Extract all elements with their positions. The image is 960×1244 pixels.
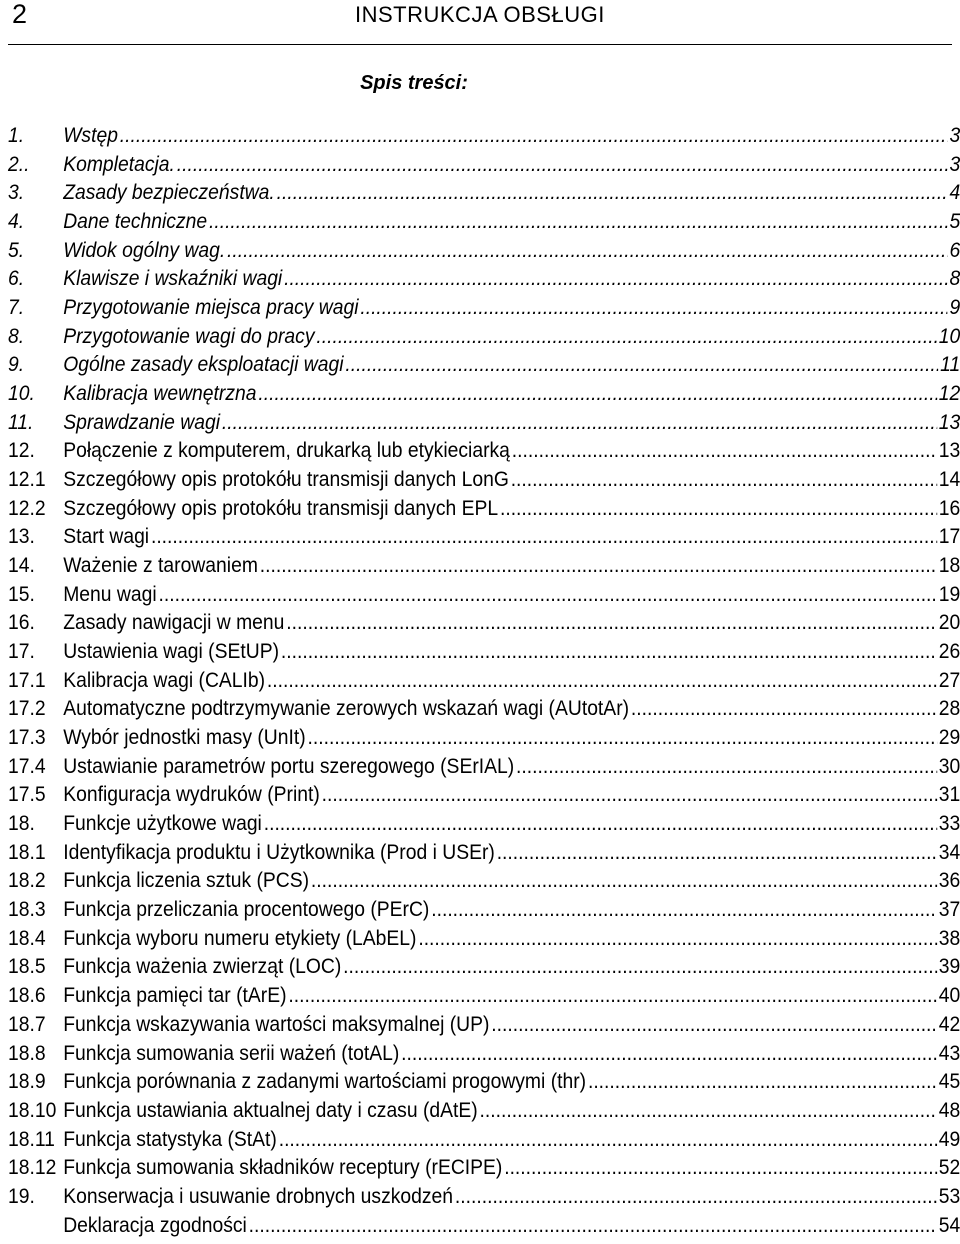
toc-entry[interactable] bbox=[8, 267, 960, 296]
toc-entry[interactable] bbox=[8, 583, 960, 612]
toc-entry-title[interactable]: Funkcja liczenia sztuk (PCS) bbox=[63, 869, 310, 893]
toc-entry-page: 4 bbox=[949, 181, 960, 205]
toc-entry-title[interactable]: Funkcje użytkowe wagi bbox=[63, 812, 262, 836]
toc-entry-title[interactable]: Zasady bezpieczeństwa. bbox=[63, 181, 275, 205]
toc-entry[interactable] bbox=[8, 755, 960, 784]
toc-entry-title[interactable]: Deklaracja zgodności bbox=[63, 1213, 247, 1237]
toc-entry-number: 18.8 bbox=[8, 1041, 46, 1065]
toc-entry-page: 54 bbox=[938, 1213, 960, 1237]
toc-entry-page: 37 bbox=[938, 898, 960, 922]
toc-entry-number: 18.2 bbox=[8, 869, 46, 893]
toc-dot-leader bbox=[288, 984, 937, 1008]
toc-entry-title[interactable]: Wstęp bbox=[63, 124, 118, 147]
toc-entry-page: 49 bbox=[938, 1127, 960, 1151]
toc-dot-leader bbox=[311, 869, 937, 893]
toc-dot-leader bbox=[316, 325, 937, 349]
toc-entry[interactable] bbox=[8, 411, 960, 440]
toc-entry-page: 10 bbox=[938, 324, 960, 348]
toc-dot-leader bbox=[401, 1042, 937, 1066]
toc-entry[interactable] bbox=[8, 783, 960, 812]
toc-entry-title[interactable]: Przygotowanie wagi do pracy bbox=[63, 324, 315, 348]
toc-entry[interactable] bbox=[8, 726, 960, 755]
toc-entry-number: 11. bbox=[8, 410, 34, 434]
toc-entry[interactable] bbox=[8, 1099, 960, 1128]
toc-entry-page: 36 bbox=[938, 869, 960, 893]
toc-entry-number: 17. bbox=[8, 640, 35, 664]
toc-entry[interactable] bbox=[8, 984, 960, 1013]
toc-entry-title[interactable]: Funkcja wskazywania wartości maksymalnej (UP) bbox=[63, 1012, 490, 1036]
toc-entry-page: 18 bbox=[938, 554, 960, 578]
toc-dot-leader bbox=[264, 812, 937, 836]
toc-entry-page: 42 bbox=[938, 1012, 960, 1036]
toc-entry-title[interactable]: Szczegółowy opis protokółu transmisji danych EPL bbox=[63, 496, 499, 520]
toc-entry-number: 19. bbox=[8, 1184, 35, 1208]
toc-entry[interactable] bbox=[8, 181, 960, 210]
toc-entry-title[interactable]: Funkcja statystyka (StAt) bbox=[63, 1127, 277, 1151]
toc-entry-page: 14 bbox=[938, 468, 960, 492]
toc-entry-title[interactable]: Konfiguracja wydruków (Print) bbox=[63, 783, 320, 807]
toc-entry-page: 11 bbox=[940, 353, 960, 377]
toc-entry-page: 48 bbox=[938, 1098, 960, 1122]
toc-entry-page: 17 bbox=[938, 525, 960, 549]
toc-entry-page: 27 bbox=[938, 668, 960, 692]
toc-entry-page: 8 bbox=[949, 267, 960, 291]
toc-entry-number: 16. bbox=[8, 611, 35, 635]
toc-entry-number: 14. bbox=[8, 554, 35, 578]
toc-entry-page: 40 bbox=[938, 984, 960, 1008]
toc-entry[interactable] bbox=[8, 439, 960, 468]
toc-entry[interactable] bbox=[8, 1214, 960, 1243]
toc-entry[interactable] bbox=[8, 1156, 960, 1185]
toc-dot-leader bbox=[491, 1013, 937, 1037]
toc-entry[interactable] bbox=[8, 611, 960, 640]
toc-entry[interactable] bbox=[8, 841, 960, 870]
toc-entry-number: 2.. bbox=[8, 152, 30, 176]
toc-entry-number: 18.10 bbox=[8, 1098, 57, 1122]
toc-entry-number: 9. bbox=[8, 353, 25, 377]
toc-dot-leader bbox=[227, 239, 948, 263]
toc-entry-number: 3. bbox=[8, 181, 25, 205]
toc-dot-leader bbox=[511, 468, 937, 492]
toc-dot-leader bbox=[431, 898, 937, 922]
toc-entry-title[interactable]: Klawisze i wskaźniki wagi bbox=[63, 267, 283, 291]
toc-dot-leader bbox=[418, 927, 937, 951]
toc-entry-page: 20 bbox=[938, 611, 960, 635]
toc-dot-leader bbox=[120, 124, 948, 148]
toc-entry-title[interactable]: Kalibracja wagi (CALIb) bbox=[63, 668, 266, 692]
toc-dot-leader bbox=[151, 525, 937, 549]
toc-entry-title[interactable]: Kalibracja wewnętrzna bbox=[63, 382, 257, 406]
toc-entry-title[interactable]: Dane techniczne bbox=[63, 210, 208, 234]
toc-entry[interactable] bbox=[8, 468, 960, 497]
toc-entry-title[interactable]: Przygotowanie miejsca pracy wagi bbox=[63, 296, 359, 320]
toc-entry[interactable] bbox=[8, 1185, 960, 1214]
header-divider bbox=[8, 44, 952, 45]
toc-entry-title[interactable]: Funkcja sumowania serii ważeń (totAL) bbox=[63, 1041, 400, 1065]
toc-dot-leader bbox=[504, 1156, 937, 1180]
toc-dot-leader bbox=[500, 497, 937, 521]
toc-dot-leader bbox=[209, 210, 948, 234]
toc-entry-number: 18.9 bbox=[8, 1070, 46, 1094]
toc-entry-number: 18.3 bbox=[8, 898, 46, 922]
toc-entry-page: 53 bbox=[938, 1184, 960, 1208]
toc-entry-number: 18.5 bbox=[8, 955, 46, 979]
toc-entry-page: 19 bbox=[938, 582, 960, 606]
toc-entry-page: 16 bbox=[938, 496, 960, 520]
toc-entry-title[interactable]: Funkcja ustawiania aktualnej daty i czasu (dAtE) bbox=[63, 1098, 478, 1122]
toc-entry-page: 29 bbox=[938, 726, 960, 750]
toc-entry[interactable] bbox=[8, 525, 960, 554]
toc-entry-page: 5 bbox=[949, 210, 960, 234]
toc-entry-number: 5. bbox=[8, 238, 25, 262]
toc-entry-title[interactable]: Automatyczne podtrzymywanie zerowych wskazań wagi (AUtotAr) bbox=[63, 697, 630, 721]
toc-entry[interactable] bbox=[8, 898, 960, 927]
toc-entry[interactable] bbox=[8, 239, 960, 268]
toc-entry-page: 28 bbox=[938, 697, 960, 721]
toc-entry[interactable] bbox=[8, 927, 960, 956]
toc-entry-title[interactable]: Funkcja wyboru numeru etykiety (LAbEL) bbox=[63, 926, 417, 950]
toc-dot-leader bbox=[281, 640, 937, 664]
toc-dot-leader bbox=[308, 726, 937, 750]
toc-dot-leader bbox=[497, 841, 937, 865]
toc-dot-leader bbox=[267, 669, 937, 693]
toc-dot-leader bbox=[512, 439, 937, 463]
page-header bbox=[8, 0, 952, 46]
toc-entry-page: 39 bbox=[938, 955, 960, 979]
page-number: 2 bbox=[12, 0, 28, 29]
toc-entry-page: 43 bbox=[938, 1041, 960, 1065]
toc-entry-number: 17.3 bbox=[8, 726, 46, 750]
toc-entry-number: 17.5 bbox=[8, 783, 46, 807]
toc-entry-number: 12.2 bbox=[8, 496, 46, 520]
toc-dot-leader bbox=[343, 955, 937, 979]
toc-entry[interactable] bbox=[8, 210, 960, 239]
toc-entry-number: 7. bbox=[8, 296, 25, 320]
toc-dot-leader bbox=[277, 181, 948, 205]
toc-entry-number: 18.11 bbox=[8, 1127, 55, 1151]
toc-dot-leader bbox=[480, 1099, 937, 1123]
toc-entry-number: 17.4 bbox=[8, 754, 46, 778]
toc-entry-title[interactable]: Funkcja porównania z zadanymi wartościami progowymi (thr) bbox=[63, 1070, 587, 1094]
toc-entry-number: 8. bbox=[8, 324, 25, 348]
toc-entry[interactable] bbox=[8, 153, 960, 182]
table-of-contents bbox=[8, 124, 960, 1242]
toc-entry-title[interactable]: Ustawienia wagi (SEtUP) bbox=[63, 640, 280, 664]
toc-entry[interactable] bbox=[8, 497, 960, 526]
toc-dot-leader bbox=[631, 697, 937, 721]
toc-heading: Spis treści: bbox=[360, 72, 468, 94]
toc-entry-number: 13. bbox=[8, 525, 35, 549]
toc-entry-page: 34 bbox=[938, 840, 960, 864]
document-title: INSTRUKCJA OBSŁUGI bbox=[355, 2, 605, 27]
toc-entry-number: 10. bbox=[8, 382, 35, 406]
toc-entry-page: 6 bbox=[949, 238, 960, 262]
toc-dot-leader bbox=[322, 783, 937, 807]
toc-dot-leader bbox=[455, 1185, 937, 1209]
toc-entry-number: 18.6 bbox=[8, 984, 46, 1008]
toc-dot-leader bbox=[588, 1070, 937, 1094]
toc-dot-leader bbox=[249, 1214, 937, 1238]
toc-dot-leader bbox=[284, 267, 948, 291]
toc-entry-title[interactable]: Funkcja przeliczania procentowego (PErC) bbox=[63, 898, 430, 922]
toc-dot-leader bbox=[258, 382, 937, 406]
toc-entry-number: 18.7 bbox=[8, 1012, 46, 1036]
toc-entry-page: 12 bbox=[938, 382, 960, 406]
toc-entry-page: 13 bbox=[938, 439, 960, 463]
toc-entry[interactable] bbox=[8, 1042, 960, 1071]
toc-entry-title[interactable]: Ustawianie parametrów portu szeregowego (SErIAL) bbox=[63, 754, 515, 778]
toc-entry[interactable] bbox=[8, 296, 960, 325]
toc-entry[interactable] bbox=[8, 1128, 960, 1157]
toc-entry-page: 3 bbox=[949, 152, 960, 176]
toc-entry-page: 3 bbox=[949, 124, 960, 147]
toc-entry-number: 17.1 bbox=[8, 668, 46, 692]
toc-entry-page: 31 bbox=[938, 783, 960, 807]
toc-entry[interactable] bbox=[8, 1013, 960, 1042]
toc-entry[interactable] bbox=[8, 1070, 960, 1099]
toc-entry-page: 13 bbox=[938, 410, 960, 434]
toc-entry-number: 18.12 bbox=[8, 1156, 57, 1180]
toc-entry-page: 30 bbox=[938, 754, 960, 778]
toc-entry-page: 9 bbox=[949, 296, 960, 320]
toc-dot-leader bbox=[286, 611, 937, 635]
toc-dot-leader bbox=[345, 353, 938, 377]
toc-entry-page: 26 bbox=[938, 640, 960, 664]
toc-dot-leader bbox=[260, 554, 937, 578]
toc-entry-page: 45 bbox=[938, 1070, 960, 1094]
toc-entry-page: 38 bbox=[938, 926, 960, 950]
toc-entry-title[interactable]: Funkcja sumowania składników receptury (rECIPE) bbox=[63, 1156, 503, 1180]
toc-entry-number: 4. bbox=[8, 210, 25, 234]
toc-entry-title[interactable]: Ważenie z tarowaniem bbox=[63, 554, 258, 578]
toc-entry[interactable] bbox=[8, 640, 960, 669]
toc-entry-title[interactable]: Wybór jednostki masy (UnIt) bbox=[63, 726, 306, 750]
toc-entry-number: 18. bbox=[8, 812, 35, 836]
toc-entry-title[interactable]: Zasady nawigacji w menu bbox=[63, 611, 285, 635]
toc-entry[interactable] bbox=[8, 955, 960, 984]
toc-entry-title[interactable]: Konserwacja i usuwanie drobnych uszkodzeń bbox=[63, 1184, 454, 1208]
toc-entry-title[interactable]: Identyfikacja produktu i Użytkownika (Prod i USEr) bbox=[63, 840, 495, 864]
toc-entry[interactable] bbox=[8, 697, 960, 726]
toc-entry[interactable] bbox=[8, 812, 960, 841]
toc-dot-leader bbox=[279, 1128, 937, 1152]
toc-entry-title[interactable]: Funkcja pamięci tar (tArE) bbox=[63, 984, 287, 1008]
toc-entry-title[interactable]: Połączenie z komputerem, drukarką lub etykieciarką bbox=[63, 439, 510, 463]
toc-entry-number: 18.4 bbox=[8, 926, 46, 950]
toc-entry[interactable] bbox=[8, 382, 960, 411]
toc-entry-title[interactable]: Widok ogólny wag. bbox=[63, 238, 226, 262]
toc-entry-title[interactable]: Start wagi bbox=[63, 525, 150, 549]
toc-entry-title[interactable]: Menu wagi bbox=[63, 582, 157, 606]
toc-entry-number: 6. bbox=[8, 267, 25, 291]
toc-entry-number: 12.1 bbox=[8, 468, 46, 492]
toc-dot-leader bbox=[516, 755, 937, 779]
toc-dot-leader bbox=[222, 411, 937, 435]
toc-entry-number: 17.2 bbox=[8, 697, 46, 721]
toc-dot-leader bbox=[177, 153, 948, 177]
toc-entry[interactable] bbox=[8, 554, 960, 583]
toc-dot-leader bbox=[158, 583, 936, 607]
toc-entry[interactable] bbox=[8, 124, 960, 153]
toc-dot-leader bbox=[360, 296, 947, 320]
toc-entry-number: 1. bbox=[8, 124, 25, 147]
toc-entry-number: 18.1 bbox=[8, 840, 46, 864]
toc-entry-number: 15. bbox=[8, 582, 35, 606]
toc-entry-title[interactable]: Sprawdzanie wagi bbox=[63, 410, 221, 434]
toc-entry-title[interactable]: Szczegółowy opis protokółu transmisji danych LonG bbox=[63, 468, 509, 492]
toc-entry-number: 12. bbox=[8, 439, 35, 463]
toc-entry-title[interactable]: Kompletacja. bbox=[63, 152, 175, 176]
toc-entry-page: 33 bbox=[938, 812, 960, 836]
toc-entry[interactable] bbox=[8, 325, 960, 354]
toc-entry-title[interactable]: Funkcja ważenia zwierząt (LOC) bbox=[63, 955, 342, 979]
toc-entry[interactable] bbox=[8, 869, 960, 898]
toc-entry[interactable] bbox=[8, 353, 960, 382]
toc-entry-page: 52 bbox=[938, 1156, 960, 1180]
toc-entry-title[interactable]: Ogólne zasady eksploatacji wagi bbox=[63, 353, 344, 377]
toc-entry[interactable] bbox=[8, 669, 960, 698]
